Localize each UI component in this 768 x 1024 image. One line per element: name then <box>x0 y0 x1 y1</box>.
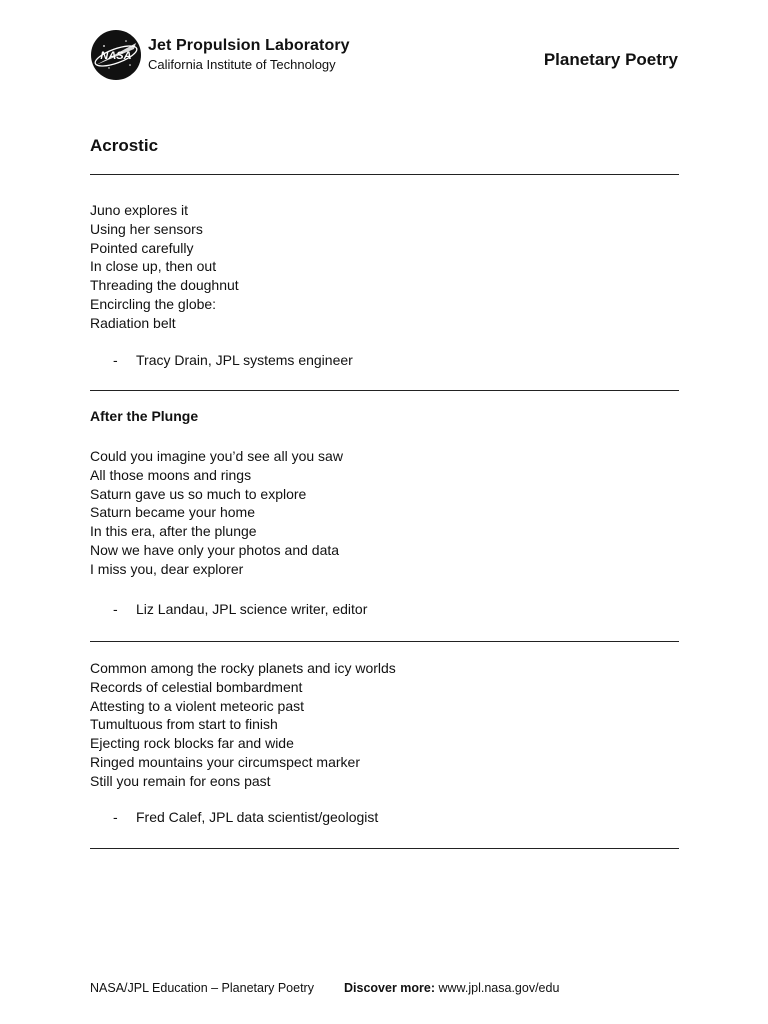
poem-2-credit <box>113 601 367 617</box>
poem-line: Ejecting rock blocks far and wide <box>90 735 294 752</box>
poem-line: Could you imagine you’d see all you saw <box>90 448 343 464</box>
poem-line: In this era, after the plunge <box>90 523 257 540</box>
divider <box>90 174 679 175</box>
poem-line: Pointed carefully <box>90 239 194 256</box>
poem-1-author: Tracy Drain, JPL systems engineer <box>136 352 353 368</box>
poem-line: Juno explores it <box>90 202 189 218</box>
poem-line: Records of celestial bombardment <box>90 678 303 695</box>
poem-3-author: Fred Calef, JPL data scientist/geologist <box>136 809 379 825</box>
poem-line: Now we have only your photos and data <box>90 541 340 558</box>
poem-line: Still you remain for eons past <box>90 772 271 789</box>
poem-line: Common among the rocky planets and icy worlds <box>90 660 396 676</box>
poem-3-credit <box>113 809 378 825</box>
credit-dash: - <box>113 352 118 368</box>
document-title: Planetary Poetry <box>543 50 678 69</box>
org-name: Jet Propulsion Laboratory <box>148 37 350 54</box>
footer-left: NASA/JPL Education – Planetary Poetry <box>90 981 314 995</box>
poem-line: Radiation belt <box>90 314 176 331</box>
divider <box>90 848 679 849</box>
section-title: Acrostic <box>90 136 159 155</box>
poem-2-title: After the Plunge <box>90 408 199 424</box>
divider <box>90 390 679 391</box>
poem-line: Saturn became your home <box>90 504 255 521</box>
poem-line: Attesting to a violent meteoric past <box>90 697 304 714</box>
poem-2-author: Liz Landau, JPL science writer, editor <box>136 601 368 617</box>
credit-dash: - <box>113 809 118 825</box>
credit-dash: - <box>113 601 118 617</box>
svg-text:NASA: NASA <box>100 50 132 62</box>
poem-line: Threading the doughnut <box>90 277 239 294</box>
poem-line: Saturn gave us so much to explore <box>90 485 307 502</box>
poem-2-lines <box>90 447 343 579</box>
footer-discover <box>344 981 559 995</box>
poem-line: Encircling the globe: <box>90 295 217 312</box>
poem-line: I miss you, dear explorer <box>90 560 244 577</box>
poem-line: Tumultuous from start to finish <box>90 716 278 733</box>
footer-discover-label: Discover more: <box>344 981 436 995</box>
poem-3-lines <box>90 659 396 791</box>
poem-line: All those moons and rings <box>90 466 252 483</box>
poem-line: In close up, then out <box>90 258 217 275</box>
footer-url: www.jpl.nasa.gov/edu <box>438 981 560 995</box>
poem-line: Using her sensors <box>90 220 203 237</box>
divider <box>90 641 679 642</box>
poem-line: Ringed mountains your circumspect marker <box>90 753 360 770</box>
org-subtitle: California Institute of Technology <box>148 57 336 72</box>
poem-1-credit <box>113 352 353 368</box>
nasa-logo <box>90 29 142 81</box>
poem-1-lines <box>90 201 239 333</box>
